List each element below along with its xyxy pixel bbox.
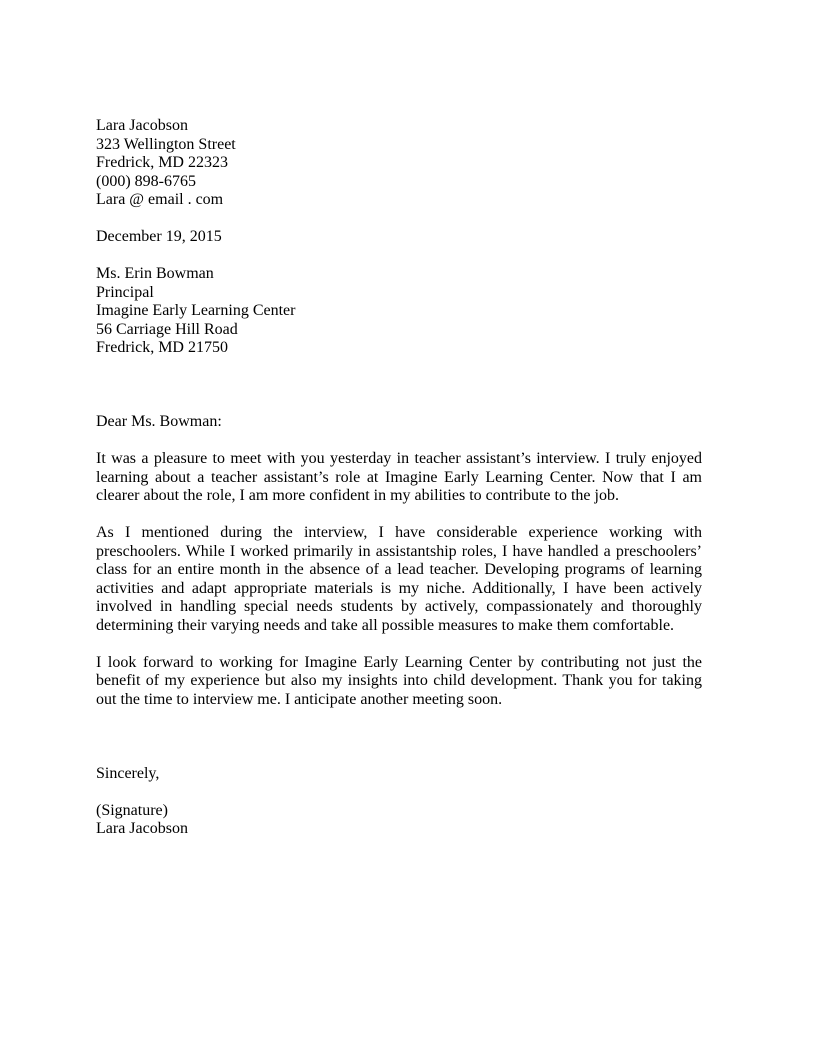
signature-placeholder: (Signature)	[96, 801, 168, 819]
sender-city-state-zip: Fredrick, MD 22323	[96, 154, 228, 171]
recipient-name: Ms. Erin Bowman	[96, 265, 214, 282]
signature-block	[96, 802, 702, 839]
sender-name: Lara Jacobson	[96, 117, 188, 134]
recipient-city-state-zip: Fredrick, MD 21750	[96, 339, 228, 356]
recipient-street: 56 Carriage Hill Road	[96, 320, 238, 338]
sender-address-block	[96, 117, 702, 210]
closing: Sincerely,	[96, 764, 160, 782]
recipient-address-block	[96, 265, 702, 358]
letter-date: December 19, 2015	[96, 228, 222, 245]
sender-email: Lara @ email . com	[96, 191, 224, 208]
recipient-title: Principal	[96, 283, 154, 301]
sender-phone: (000) 898-6765	[96, 172, 196, 190]
salutation: Dear Ms. Bowman:	[96, 413, 222, 430]
body-paragraph-3: I look forward to working for Imagine Early Learning Center by contributing not just the benefit of my experience but also my insights into child development. Thank you for taking out the time to interview me. I anticipate another meeting soon.	[96, 653, 702, 708]
recipient-organization: Imagine Early Learning Center	[96, 302, 296, 319]
body-paragraph-1: It was a pleasure to meet with you yesterday in teacher assistant’s interview. I truly enjoyed learning about a teacher assistant’s role at Imagine Early Learning Center. Now that I am clearer about the role, I am more confident in my abilities to contribute to the job.	[96, 450, 702, 504]
signature-name: Lara Jacobson	[96, 820, 188, 837]
sender-street: 323 Wellington Street	[96, 135, 236, 153]
body-paragraph-2: As I mentioned during the interview, I have considerable experience working with preschoolers. While I worked primarily in assistantship roles, I have handled a preschoolers’ class for an entire month in the absence of a lead teacher. Developing programs of learning activities and adapt appropriate materials is my niche. Additionally, I have been actively involved in handling special needs students by actively, compassionately and thoroughly determining their varying needs and take all possible measures to make them comfortable.	[96, 524, 702, 634]
